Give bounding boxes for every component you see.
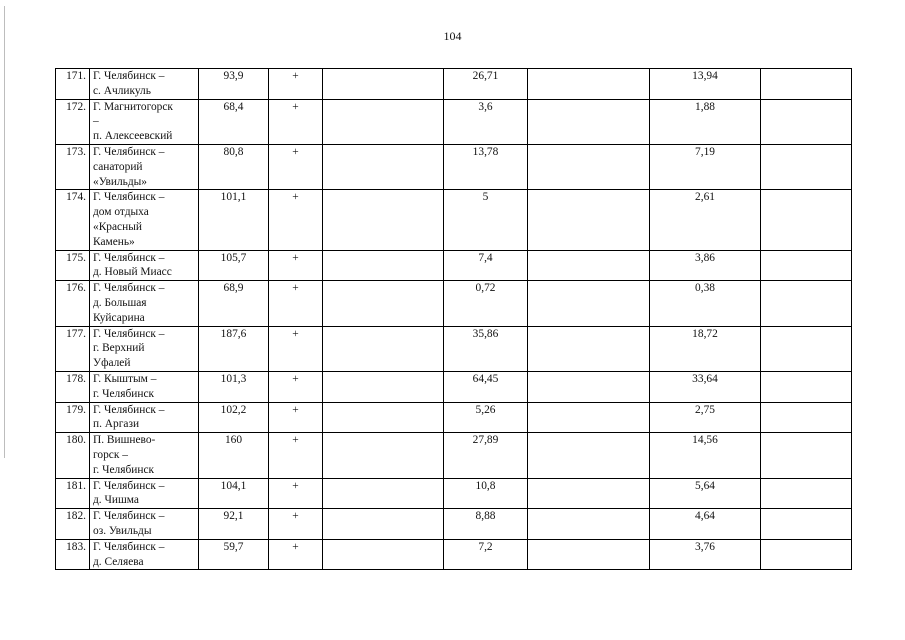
empty-cell [528,433,650,478]
table-row [56,478,852,509]
plus-mark-cell: + [269,326,323,371]
distance-cell: 80,8 [199,144,269,189]
empty-cell [761,190,852,250]
route-line: г. Верхний [93,342,145,355]
plus-mark-cell: + [269,433,323,478]
distance-cell: 68,4 [199,99,269,144]
route-line: «Красный [93,220,142,233]
route-cell [90,190,199,250]
table-row [56,402,852,433]
route-cell [90,250,199,281]
route-cell [90,509,199,540]
distance-cell: 68,9 [199,281,269,326]
table-row [56,371,852,402]
empty-cell [761,144,852,189]
route-cell [90,371,199,402]
empty-cell [323,326,444,371]
route-line: П. Вишнево- [93,434,156,447]
table-row [56,190,852,250]
route-line: с. Ачликуль [93,84,151,97]
empty-cell [323,190,444,250]
route-cell [90,326,199,371]
empty-cell [761,509,852,540]
row-number-cell: 180. [56,433,90,478]
route-line: д. Чишма [93,494,139,507]
empty-cell [323,478,444,509]
empty-cell [323,539,444,570]
route-line: Г. Челябинск – [93,510,165,523]
route-line: Камень» [93,235,135,248]
table-row [56,144,852,189]
route-line: Г. Челябинск – [93,282,165,295]
route-line: п. Аргази [93,418,140,431]
route-line: Г. Челябинск – [93,540,165,553]
empty-cell [528,478,650,509]
plus-mark-cell: + [269,69,323,100]
plus-mark-cell: + [269,281,323,326]
table-row [56,509,852,540]
route-line: Г. Кыштым – [93,372,157,385]
value-a-cell: 10,8 [444,478,528,509]
value-b-cell: 18,72 [650,326,761,371]
route-line: горск – [93,448,128,461]
empty-cell [761,250,852,281]
empty-cell [323,371,444,402]
empty-cell [323,509,444,540]
route-line: Уфалей [93,357,131,370]
empty-cell [528,144,650,189]
empty-cell [528,539,650,570]
route-line: Г. Челябинск – [93,191,165,204]
distance-cell: 160 [199,433,269,478]
value-a-cell: 5,26 [444,402,528,433]
distance-cell: 59,7 [199,539,269,570]
route-cell [90,539,199,570]
route-line: п. Алексеевский [93,130,173,143]
distance-cell: 101,3 [199,371,269,402]
distance-cell: 92,1 [199,509,269,540]
route-line: Куйсарина [93,311,145,324]
table-body [56,69,852,570]
distance-cell: 104,1 [199,478,269,509]
route-line: – [93,115,99,128]
value-b-cell: 13,94 [650,69,761,100]
empty-cell [528,99,650,144]
empty-cell [528,402,650,433]
empty-cell [323,144,444,189]
plus-mark-cell: + [269,99,323,144]
value-b-cell: 0,38 [650,281,761,326]
row-number-cell: 183. [56,539,90,570]
route-cell [90,281,199,326]
plus-mark-cell: + [269,250,323,281]
row-number-cell: 176. [56,281,90,326]
empty-cell [761,402,852,433]
route-line: д. Селяева [93,555,144,568]
value-a-cell: 5 [444,190,528,250]
route-line: Г. Магнитогорск [93,100,173,113]
route-cell [90,402,199,433]
plus-mark-cell: + [269,144,323,189]
empty-cell [323,99,444,144]
distance-cell: 187,6 [199,326,269,371]
table-row [56,326,852,371]
value-a-cell: 8,88 [444,509,528,540]
plus-mark-cell: + [269,371,323,402]
value-a-cell: 27,89 [444,433,528,478]
left-edge-line [4,6,5,458]
row-number-cell: 178. [56,371,90,402]
route-line: г. Челябинск [93,463,155,476]
row-number-cell: 174. [56,190,90,250]
value-b-cell: 2,61 [650,190,761,250]
table-row [56,433,852,478]
empty-cell [761,326,852,371]
value-b-cell: 1,88 [650,99,761,144]
route-cell [90,144,199,189]
value-a-cell: 13,78 [444,144,528,189]
plus-mark-cell: + [269,190,323,250]
value-b-cell: 7,19 [650,144,761,189]
distance-cell: 102,2 [199,402,269,433]
table-row [56,99,852,144]
distance-cell: 105,7 [199,250,269,281]
value-a-cell: 35,86 [444,326,528,371]
value-a-cell: 0,72 [444,281,528,326]
route-line: д. Новый Миасс [93,266,172,279]
empty-cell [761,478,852,509]
value-a-cell: 64,45 [444,371,528,402]
empty-cell [323,69,444,100]
value-a-cell: 26,71 [444,69,528,100]
empty-cell [528,190,650,250]
value-b-cell: 33,64 [650,371,761,402]
value-b-cell: 3,86 [650,250,761,281]
route-line: г. Челябинск [93,387,155,400]
empty-cell [528,250,650,281]
route-line: Г. Челябинск – [93,70,165,82]
route-cell [90,99,199,144]
route-line: Г. Челябинск – [93,479,165,492]
empty-cell [323,281,444,326]
empty-cell [761,539,852,570]
plus-mark-cell: + [269,402,323,433]
empty-cell [323,433,444,478]
empty-cell [761,69,852,100]
route-line: Г. Челябинск – [93,403,165,416]
route-line: Г. Челябинск – [93,327,165,340]
distance-cell: 101,1 [199,190,269,250]
empty-cell [323,250,444,281]
plus-mark-cell: + [269,509,323,540]
empty-cell [528,509,650,540]
empty-cell [323,402,444,433]
value-a-cell: 7,4 [444,250,528,281]
route-cell [90,69,199,100]
value-b-cell: 2,75 [650,402,761,433]
distance-cell: 93,9 [199,69,269,100]
value-b-cell: 3,76 [650,539,761,570]
route-cell [90,478,199,509]
page-number: 104 [443,29,462,43]
table-row [56,281,852,326]
plus-mark-cell: + [269,478,323,509]
value-b-cell: 14,56 [650,433,761,478]
row-number-cell: 173. [56,144,90,189]
empty-cell [528,371,650,402]
table-row [56,250,852,281]
route-line: Г. Челябинск – [93,251,165,264]
table-row [56,69,852,100]
row-number-cell: 179. [56,402,90,433]
route-line: санаторий [93,160,143,173]
row-number-cell: 171. [56,69,90,100]
value-b-cell: 5,64 [650,478,761,509]
route-line: д. Большая [93,296,147,309]
routes-table [55,68,852,570]
value-a-cell: 7,2 [444,539,528,570]
empty-cell [761,99,852,144]
route-line: дом отдыха [93,206,149,219]
empty-cell [528,326,650,371]
empty-cell [761,433,852,478]
row-number-cell: 177. [56,326,90,371]
row-number-cell: 175. [56,250,90,281]
empty-cell [528,69,650,100]
plus-mark-cell: + [269,539,323,570]
table-row [56,539,852,570]
row-number-cell: 172. [56,99,90,144]
value-a-cell: 3,6 [444,99,528,144]
value-b-cell: 4,64 [650,509,761,540]
empty-cell [528,281,650,326]
route-cell [90,433,199,478]
route-line: «Увильды» [93,175,147,188]
empty-cell [761,371,852,402]
route-line: оз. Увильды [93,524,152,537]
row-number-cell: 181. [56,478,90,509]
empty-cell [761,281,852,326]
row-number-cell: 182. [56,509,90,540]
route-line: Г. Челябинск – [93,145,165,158]
